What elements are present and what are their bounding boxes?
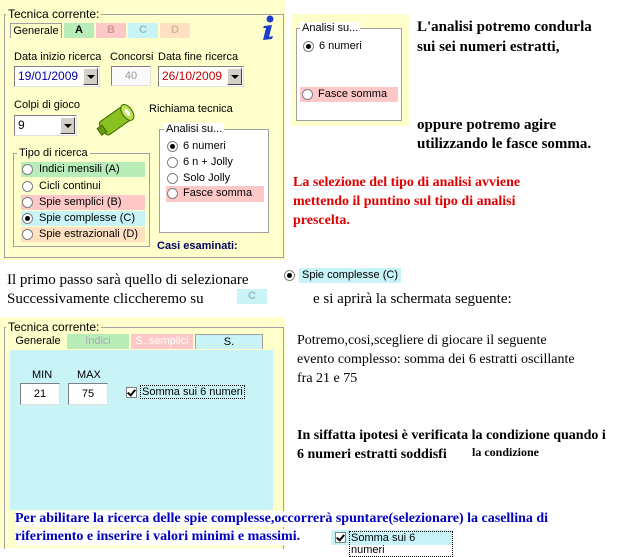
tipo-ricerca-label: Tipo di ricerca	[19, 147, 88, 159]
radio-spie-estrazionali[interactable]	[22, 229, 33, 240]
mini-option-fasce-somma[interactable]	[300, 87, 398, 102]
tab-bar-bottom	[10, 334, 264, 350]
tipo-ricerca-option-1[interactable]	[21, 179, 145, 194]
radio-6n-jolly[interactable]	[167, 157, 178, 168]
text-potremo-2: evento complesso: somma dei 6 estratti oscillante	[297, 352, 575, 367]
radio-solo-jolly[interactable]	[167, 173, 178, 184]
analisi-option-3[interactable]	[166, 186, 264, 202]
chevron-down-icon[interactable]	[227, 68, 242, 85]
radio-spie-semplici[interactable]	[22, 197, 33, 208]
analisi-option-0[interactable]	[166, 139, 264, 154]
somma-checkbox[interactable]	[126, 387, 137, 398]
radio-cicli-continui[interactable]	[22, 181, 33, 192]
text-red-2: mettendo il puntino sul tipo di analisi	[293, 194, 516, 209]
concorsi-label: Concorsi	[110, 51, 154, 63]
text-ipotesi-2: 6 numeri estratti soddisfi	[297, 447, 447, 462]
mini-radio-fasce-somma[interactable]	[302, 89, 313, 100]
data-inizio-value: 19/01/2009	[18, 69, 79, 83]
chevron-down-icon[interactable]	[83, 68, 98, 85]
tipo-ricerca-option-3[interactable]	[21, 211, 145, 226]
richiama-tecnica-label: Richiama tecnica	[149, 103, 233, 115]
mini-radio-6-numeri[interactable]	[303, 41, 314, 52]
tipo-ricerca-text-4: Spie estrazionali (D)	[39, 228, 139, 240]
text-analisi-2: sui sei numeri estratti,	[417, 39, 560, 55]
tipo-ricerca-option-4[interactable]	[21, 227, 145, 242]
tab-s-semplici[interactable]: S. semplici	[131, 334, 193, 349]
radio-6-numeri[interactable]	[167, 141, 178, 152]
chevron-down-icon[interactable]	[60, 117, 75, 134]
text-analisi-1: L'analisi potremo condurla	[417, 19, 592, 35]
tipo-ricerca-text-2: Spie semplici (B)	[39, 196, 122, 208]
radio-fasce-somma[interactable]	[167, 188, 178, 199]
mini-text-fasce-somma: Fasce somma	[318, 88, 388, 100]
text-primo-passo: Il primo passo sarà quello di selezionare	[7, 272, 249, 288]
text-si-aprira: e si aprirà la schermata seguente:	[313, 291, 512, 307]
mid-radio-spie-complesse[interactable]	[284, 270, 295, 281]
tab-generale-bottom[interactable]: Generale	[10, 334, 66, 349]
analisi-option-2[interactable]	[166, 171, 264, 186]
tab-bar	[10, 23, 190, 39]
richiama-tecnica-icon[interactable]	[92, 98, 138, 144]
tab-indici-mensili[interactable]: Indici	[67, 334, 129, 349]
complesse-content	[10, 350, 273, 510]
tipo-ricerca-text-0: Indici mensili (A)	[39, 163, 120, 175]
colpi-value: 9	[18, 118, 25, 132]
text-ipotesi-3: la condizione	[472, 445, 540, 459]
mid-spie-complesse-text: Spie complesse (C)	[299, 268, 401, 283]
somma-checkbox-label: Somma sui 6 numeri	[142, 386, 243, 398]
data-fine-label: Data fine ricerca	[158, 51, 239, 63]
casi-esaminati-label: Casi esaminati:	[157, 240, 238, 252]
mid-spie-complesse[interactable]	[282, 268, 404, 283]
analisi-label: Analisi su...	[166, 123, 223, 135]
radio-spie-complesse[interactable]	[22, 213, 33, 224]
data-inizio-label: Data inizio ricerca	[14, 51, 102, 63]
concorsi-field[interactable]: 40	[111, 66, 151, 86]
info-icon[interactable]	[258, 15, 278, 41]
tab-c[interactable]: C	[128, 23, 158, 38]
text-blue-1: Per abilitare la ricerca delle spie complesse,occorrerà spuntare(selezionare) la casellina di	[15, 511, 549, 526]
blue-checkbox[interactable]	[335, 532, 346, 543]
tab-s-complesse[interactable]: S.	[195, 334, 263, 349]
data-inizio-combo[interactable]	[14, 66, 100, 87]
text-blue-2: riferimento e inserire i valori minimi e massimi.	[15, 529, 301, 544]
text-successivamente: Successivamente cliccheremo su	[7, 291, 204, 307]
text-red-3: prescelta.	[293, 213, 350, 228]
tipo-ricerca-text-1: Cicli continui	[39, 180, 101, 192]
text-red-1: La selezione del tipo di analisi avviene	[293, 175, 521, 190]
text-oppure-2: utilizzando le fasce somma.	[417, 136, 592, 152]
tipo-ricerca-text-3: Spie complesse (C)	[39, 212, 135, 224]
max-label: MAX	[77, 369, 101, 381]
blue-checkbox-label: Somma sui 6 numeri	[349, 531, 453, 557]
mini-text-6-numeri: 6 numeri	[319, 40, 362, 52]
text-potremo-1: Potremo,cosi,scegliere di giocare il seguente	[297, 333, 547, 348]
tab-c-button[interactable]: C	[237, 289, 267, 304]
mini-analisi-label: Analisi su...	[302, 22, 359, 34]
radio-indici-mensili[interactable]	[22, 164, 33, 175]
data-fine-value: 26/10/2009	[162, 69, 223, 83]
max-field[interactable]: 75	[68, 383, 108, 405]
tecnica-panel-top	[0, 0, 286, 260]
blue-check-box[interactable]	[331, 530, 453, 556]
min-field[interactable]: 21	[20, 383, 60, 405]
tab-generale[interactable]: Generale	[10, 23, 62, 38]
tab-d[interactable]: D	[160, 23, 190, 38]
data-fine-combo[interactable]	[158, 66, 244, 87]
tecnica-title: Tecnica corrente:	[8, 7, 100, 21]
tecnica-title-bottom: Tecnica corrente:	[8, 320, 100, 334]
analisi-text-1: 6 n + Jolly	[183, 156, 233, 168]
tipo-ricerca-option-0[interactable]	[21, 162, 145, 177]
text-ipotesi-1: In siffatta ipotesi è verificata la condizione quando i	[297, 428, 606, 443]
colpi-combo[interactable]	[14, 115, 77, 136]
text-oppure-1: oppure potremo agire	[417, 117, 557, 133]
tab-b[interactable]: B	[96, 23, 126, 38]
colpi-label: Colpi di gioco	[14, 99, 81, 111]
tab-a[interactable]: A	[64, 23, 94, 38]
analisi-option-1[interactable]	[166, 155, 264, 170]
analisi-text-2: Solo Jolly	[183, 172, 231, 184]
analisi-text-0: 6 numeri	[183, 140, 226, 152]
tipo-ricerca-option-2[interactable]	[21, 195, 145, 210]
min-label: MIN	[32, 369, 53, 381]
text-potremo-3: fra 21 e 75	[297, 371, 358, 386]
analisi-text-3: Fasce somma	[183, 187, 253, 199]
mini-analisi-panel	[291, 14, 409, 126]
